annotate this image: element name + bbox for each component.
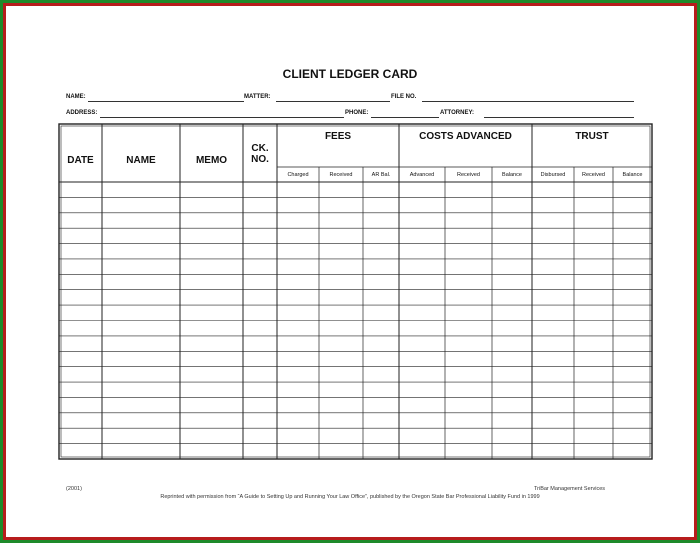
date-header: DATE [67, 155, 94, 166]
costs-advanced-subheader: Advanced [409, 172, 435, 178]
trust-balance-subheader: Balance [622, 172, 643, 178]
fees-header: FEES [324, 131, 352, 142]
ck-header-line1: CK. [251, 143, 269, 154]
footer-year: (2001) [66, 486, 82, 492]
address-label: ADDRESS: [66, 110, 98, 116]
ck-no-header [243, 143, 277, 165]
name-header: NAME [126, 155, 156, 166]
name-label: NAME: [66, 94, 86, 100]
fees-ar-bal-subheader: AR Bal. [371, 172, 391, 178]
trust-disbursed-subheader: Disbursed [540, 172, 566, 178]
form-title: CLIENT LEDGER CARD [282, 67, 418, 81]
matter-label: MATTER: [244, 94, 271, 100]
attorney-label: ATTORNEY: [440, 110, 474, 116]
costs-received-subheader: Received [457, 172, 480, 178]
ck-header-line2: NO. [251, 154, 269, 165]
phone-label: PHONE: [345, 110, 369, 116]
fees-charged-subheader: Charged [287, 172, 309, 178]
trust-header: TRUST [575, 131, 609, 142]
memo-header: MEMO [195, 155, 228, 166]
trust-received-subheader: Received [582, 172, 605, 178]
fees-received-subheader: Received [329, 172, 353, 178]
costs-balance-subheader: Balance [502, 172, 522, 178]
file-no-label: FILE NO. [391, 94, 417, 100]
footer-reprint: Reprinted with permission from “A Guide to Setting Up and Running Your Law Office”, published by the Oregon State Bar Professional Liability Fund in 1999 [160, 494, 540, 500]
costs-advanced-header: COSTS ADVANCED [419, 131, 512, 142]
footer-publisher: TriBar Management Services [534, 486, 606, 492]
